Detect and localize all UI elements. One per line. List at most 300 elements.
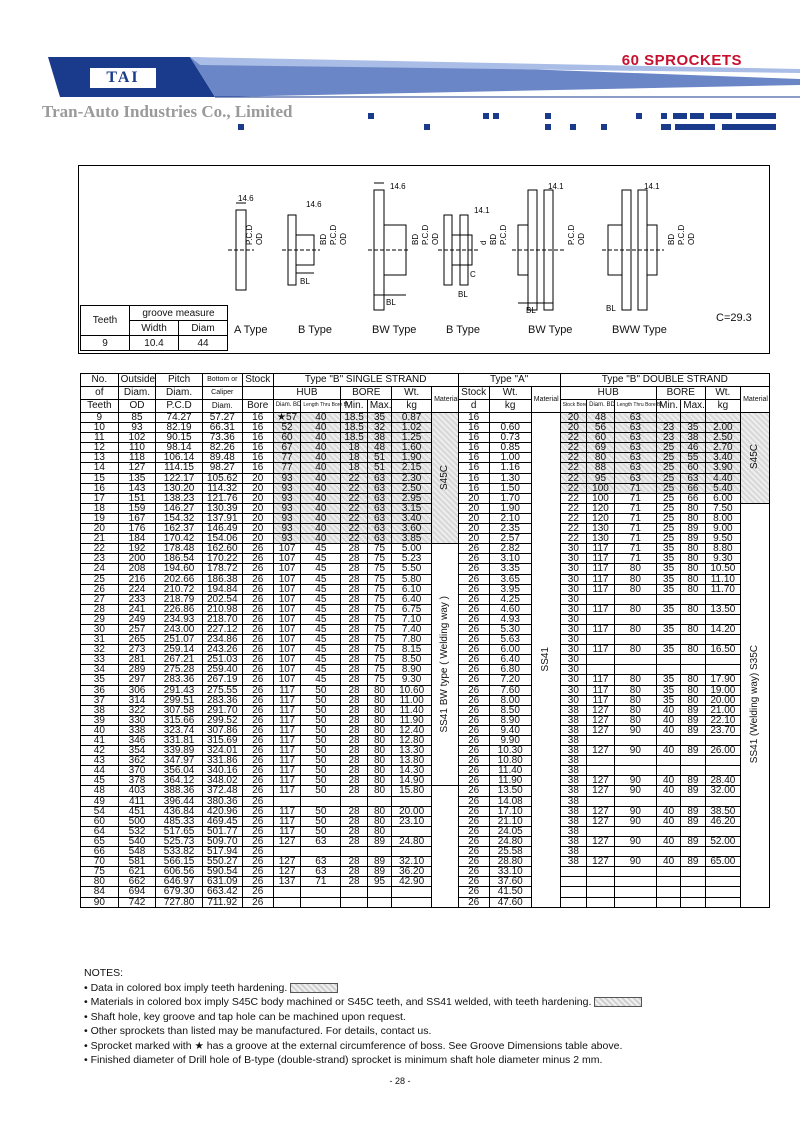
- table-cell: 75: [367, 655, 391, 665]
- table-cell: 2.30: [392, 473, 432, 483]
- table-cell: 17.90: [705, 675, 740, 685]
- table-cell: 26: [458, 897, 489, 907]
- table-cell: 283.36: [202, 695, 242, 705]
- table-cell: 45: [301, 624, 341, 634]
- table-cell: 40: [301, 453, 341, 463]
- table-cell: 32: [367, 423, 391, 433]
- table-row: [81, 423, 770, 433]
- table-cell: 21.00: [705, 705, 740, 715]
- table-cell: 107: [273, 665, 301, 675]
- material-ss41-bw: SS41 BW type ( Welding way ): [439, 595, 451, 733]
- table-cell: [705, 867, 740, 877]
- table-cell: 26: [458, 877, 489, 887]
- table-cell: 26: [242, 594, 273, 604]
- table-cell: 22: [560, 453, 587, 463]
- table-cell: 20: [242, 513, 273, 523]
- note-6: • Finished diameter of Drill hole of B-type (double-strand) sprocket is minimum shaft hole diameter minus 2 mm.: [84, 1054, 603, 1066]
- table-cell: 30: [560, 655, 587, 665]
- table-cell: 63: [301, 867, 341, 877]
- table-cell: 243.00: [156, 624, 203, 634]
- table-cell: 28: [341, 624, 368, 634]
- table-cell: 38: [560, 796, 587, 806]
- table-cell: 26: [81, 584, 119, 594]
- table-cell: 202.66: [156, 574, 203, 584]
- table-cell: [656, 413, 680, 423]
- table-cell: 25: [656, 524, 680, 534]
- table-cell: 28: [341, 836, 368, 846]
- table-cell: 38: [560, 857, 587, 867]
- table-cell: 378: [118, 776, 156, 786]
- table-cell: 26: [458, 614, 489, 624]
- table-cell: 28: [341, 816, 368, 826]
- table-cell: 12: [81, 443, 119, 453]
- dim-b3: 14.1: [644, 182, 660, 191]
- table-cell: 26: [242, 614, 273, 624]
- table-cell: 348.02: [202, 776, 242, 786]
- table-cell: 16: [458, 433, 489, 443]
- type-label-bw: BW Type: [372, 324, 417, 336]
- table-cell: 1.90: [392, 453, 432, 463]
- table-cell: 117: [587, 604, 615, 614]
- table-cell: 20.00: [392, 806, 432, 816]
- table-cell: 80: [587, 453, 615, 463]
- table-cell: 162.37: [156, 524, 203, 534]
- table-cell: 20: [81, 524, 119, 534]
- table-cell: 89: [681, 857, 705, 867]
- table-cell: 64: [81, 826, 119, 836]
- table-cell: 80: [367, 746, 391, 756]
- note-3: • Shaft hole, key groove and tap hole can be machined upon request.: [84, 1010, 406, 1023]
- col-material: Material: [432, 387, 459, 413]
- table-cell: 80: [614, 675, 656, 685]
- table-cell: 28: [81, 604, 119, 614]
- table-cell: 80: [681, 624, 705, 634]
- table-cell: 35: [656, 695, 680, 705]
- table-cell: 21.10: [489, 816, 531, 826]
- table-cell: 509.70: [202, 836, 242, 846]
- table-row: [81, 806, 770, 816]
- table-cell: 16: [458, 453, 489, 463]
- table-cell: 69: [587, 443, 615, 453]
- table-cell: 28: [341, 594, 368, 604]
- table-cell: 26: [242, 756, 273, 766]
- table-cell: [614, 766, 656, 776]
- table-cell: [656, 635, 680, 645]
- table-cell: 26: [242, 786, 273, 796]
- table-cell: 7.20: [489, 675, 531, 685]
- c-label: C: [470, 270, 476, 279]
- table-cell: 35: [681, 423, 705, 433]
- table-row: [81, 524, 770, 534]
- table-cell: 178.48: [156, 544, 203, 554]
- table-cell: 26: [458, 847, 489, 857]
- table-cell: 25.58: [489, 847, 531, 857]
- table-row: [81, 695, 770, 705]
- table-cell: 170.42: [156, 534, 203, 544]
- table-cell: 694: [118, 887, 156, 897]
- table-cell: 107: [273, 624, 301, 634]
- table-cell: 16.50: [705, 645, 740, 655]
- table-cell: 26: [458, 604, 489, 614]
- table-cell: 107: [273, 635, 301, 645]
- table-cell: 26: [458, 564, 489, 574]
- table-cell: 90: [614, 816, 656, 826]
- table-cell: 323.74: [156, 725, 203, 735]
- table-cell: 581: [118, 857, 156, 867]
- col-length: Length Thru Bore BL: [301, 400, 341, 413]
- col-material-a: Material: [531, 387, 560, 413]
- table-cell: 22: [560, 513, 587, 523]
- table-cell: 23.70: [705, 725, 740, 735]
- company-name: Tran-Auto Industries Co., Limited: [42, 102, 293, 121]
- table-cell: 46.20: [705, 816, 740, 826]
- table-cell: [614, 635, 656, 645]
- table-cell: 7.80: [392, 635, 432, 645]
- table-cell: 25: [656, 493, 680, 503]
- table-cell: 16: [242, 433, 273, 443]
- table-cell: 80: [614, 584, 656, 594]
- table-cell: 26: [458, 867, 489, 877]
- col-min: Min.: [341, 400, 368, 413]
- table-cell: [341, 887, 368, 897]
- table-cell: 364.12: [156, 776, 203, 786]
- table-cell: 89: [367, 857, 391, 867]
- table-cell: 80: [681, 645, 705, 655]
- table-cell: 566.15: [156, 857, 203, 867]
- table-cell: 16: [242, 463, 273, 473]
- table-cell: 25: [656, 513, 680, 523]
- table-cell: [587, 635, 615, 645]
- table-row: [81, 554, 770, 564]
- table-cell: 30: [560, 695, 587, 705]
- table-cell: 50: [301, 746, 341, 756]
- table-cell: 299.51: [156, 695, 203, 705]
- table-row: [81, 816, 770, 826]
- table-cell: 331.81: [156, 736, 203, 746]
- table-cell: 19.00: [705, 685, 740, 695]
- table-cell: 127: [273, 857, 301, 867]
- table-cell: 22.10: [705, 715, 740, 725]
- table-cell: 137: [273, 877, 301, 887]
- table-cell: 35: [81, 675, 119, 685]
- table-cell: [301, 847, 341, 857]
- table-cell: 26: [458, 736, 489, 746]
- bl-label-4: BL: [526, 306, 536, 315]
- table-cell: 550.27: [202, 857, 242, 867]
- table-cell: 66: [681, 483, 705, 493]
- table-cell: 39: [81, 715, 119, 725]
- table-cell: 257: [118, 624, 156, 634]
- table-cell: 75: [367, 645, 391, 655]
- table-cell: 45: [301, 665, 341, 675]
- table-cell: 71: [614, 544, 656, 554]
- table-cell: 127: [587, 786, 615, 796]
- table-cell: 117: [587, 675, 615, 685]
- table-row: [81, 887, 770, 897]
- table-cell: 80: [367, 695, 391, 705]
- table-cell: 30: [560, 564, 587, 574]
- table-cell: 18: [341, 463, 368, 473]
- table-cell: [367, 847, 391, 857]
- table-cell: 16: [458, 443, 489, 453]
- table-cell: [681, 736, 705, 746]
- table-cell: 662: [118, 877, 156, 887]
- table-cell: 14.30: [392, 766, 432, 776]
- table-cell: 93: [273, 534, 301, 544]
- table-cell: 331.86: [202, 756, 242, 766]
- table-cell: 28: [341, 685, 368, 695]
- table-cell: 30: [560, 614, 587, 624]
- table-cell: [656, 655, 680, 665]
- table-cell: 14: [81, 463, 119, 473]
- table-cell: 8.90: [489, 715, 531, 725]
- table-cell: 267.19: [202, 675, 242, 685]
- table-cell: [531, 413, 560, 908]
- table-cell: 372.48: [202, 786, 242, 796]
- table-cell: [656, 796, 680, 806]
- table-cell: 22: [560, 493, 587, 503]
- table-cell: 36.20: [392, 867, 432, 877]
- table-cell: 7.10: [392, 614, 432, 624]
- table-cell: 8.15: [392, 645, 432, 655]
- pcd-label-5: P.C.D: [567, 224, 576, 245]
- table-cell: 346: [118, 736, 156, 746]
- col-diam-bd-d: Diam. BD: [587, 400, 615, 413]
- table-cell: 306: [118, 685, 156, 695]
- table-cell: 75: [367, 554, 391, 564]
- table-cell: 307.58: [156, 705, 203, 715]
- table-cell: 63: [614, 443, 656, 453]
- table-cell: 50: [301, 725, 341, 735]
- table-cell: 6.75: [392, 604, 432, 614]
- table-row: [81, 624, 770, 634]
- table-cell: 80: [614, 604, 656, 614]
- table-cell: 80: [367, 715, 391, 725]
- table-cell: 63: [614, 453, 656, 463]
- table-row: [81, 655, 770, 665]
- table-cell: 21: [81, 534, 119, 544]
- table-cell: [341, 897, 368, 907]
- table-cell: 35: [367, 413, 391, 423]
- col-min-d: Min.: [656, 400, 680, 413]
- table-cell: 297: [118, 675, 156, 685]
- table-cell: 24.05: [489, 826, 531, 836]
- table-cell: 28: [341, 715, 368, 725]
- table-cell: 13.50: [489, 786, 531, 796]
- table-cell: 26: [458, 574, 489, 584]
- table-row: [81, 705, 770, 715]
- pcd-label-2: P.C.D: [329, 224, 338, 245]
- table-cell: 1.25: [392, 433, 432, 443]
- table-cell: 63: [367, 513, 391, 523]
- table-cell: 234.86: [202, 635, 242, 645]
- table-cell: 138.23: [156, 493, 203, 503]
- table-cell: [681, 766, 705, 776]
- table-cell: 26: [458, 705, 489, 715]
- pcd-label-4: P.C.D: [499, 224, 508, 245]
- table-cell: [705, 413, 740, 423]
- table-cell: 127: [587, 715, 615, 725]
- table-cell: 63: [301, 857, 341, 867]
- table-cell: 45: [81, 776, 119, 786]
- table-cell: 107: [273, 614, 301, 624]
- table-cell: 127: [587, 705, 615, 715]
- table-cell: 106.14: [156, 453, 203, 463]
- table-cell: 1.16: [489, 463, 531, 473]
- dim-a2: 14.6: [306, 200, 322, 209]
- table-cell: 167: [118, 513, 156, 523]
- table-cell: 11.40: [392, 705, 432, 715]
- table-cell: 28: [341, 725, 368, 735]
- table-cell: 71: [614, 493, 656, 503]
- table-cell: 22: [560, 534, 587, 544]
- col-od: OD: [118, 400, 156, 413]
- table-cell: [656, 897, 680, 907]
- notes-title: NOTES:: [84, 967, 124, 979]
- table-cell: 6.00: [705, 493, 740, 503]
- table-cell: [614, 887, 656, 897]
- table-cell: 80: [681, 574, 705, 584]
- table-cell: 80: [367, 776, 391, 786]
- table-cell: [614, 614, 656, 624]
- table-cell: 22: [341, 483, 368, 493]
- table-cell: 34: [81, 665, 119, 675]
- table-cell: 411: [118, 796, 156, 806]
- table-cell: 117: [273, 786, 301, 796]
- table-cell: 20: [560, 423, 587, 433]
- table-row: [81, 736, 770, 746]
- table-cell: 117: [273, 816, 301, 826]
- table-row: [81, 473, 770, 483]
- table-row: [81, 503, 770, 513]
- table-cell: 80: [614, 624, 656, 634]
- table-cell: 267.21: [156, 655, 203, 665]
- table-cell: 16: [242, 443, 273, 453]
- material-s45c-double: S45C: [749, 444, 761, 470]
- note-1: • Data in colored box imply teeth hardening.: [84, 981, 288, 994]
- table-cell: 4.40: [705, 473, 740, 483]
- table-cell: [489, 413, 531, 423]
- table-cell: 52.00: [705, 836, 740, 846]
- table-cell: 2.15: [392, 463, 432, 473]
- table-cell: 90: [614, 776, 656, 786]
- d-label: d: [479, 240, 488, 245]
- table-cell: 5.40: [705, 483, 740, 493]
- table-cell: [681, 594, 705, 604]
- table-cell: 3.40: [705, 453, 740, 463]
- table-cell: 60: [273, 433, 301, 443]
- table-cell: 517.65: [156, 826, 203, 836]
- table-cell: 251.07: [156, 635, 203, 645]
- table-cell: 26: [242, 746, 273, 756]
- col-teeth: Teeth: [81, 400, 119, 413]
- table-cell: 107: [273, 554, 301, 564]
- table-cell: 117: [587, 574, 615, 584]
- table-cell: 41.50: [489, 887, 531, 897]
- type-label-bw2: BW Type: [528, 324, 573, 336]
- table-cell: 107: [273, 675, 301, 685]
- table-cell: 16: [458, 413, 489, 423]
- table-cell: 631.09: [202, 877, 242, 887]
- table-cell: 281: [118, 655, 156, 665]
- groove-diam-header: Diam: [179, 321, 228, 336]
- table-cell: 26: [242, 736, 273, 746]
- table-row: [81, 857, 770, 867]
- table-cell: 63: [367, 534, 391, 544]
- table-cell: 19: [81, 513, 119, 523]
- table-cell: 45: [301, 544, 341, 554]
- table-cell: 26: [242, 564, 273, 574]
- table-cell: 57.27: [202, 413, 242, 423]
- col-no: No.: [81, 374, 119, 387]
- table-cell: 28: [341, 635, 368, 645]
- table-cell: 208: [118, 564, 156, 574]
- table-cell: 1.60: [392, 443, 432, 453]
- table-cell: 347.97: [156, 756, 203, 766]
- table-row: [81, 594, 770, 604]
- table-row: [81, 746, 770, 756]
- table-cell: 107: [273, 594, 301, 604]
- table-cell: 90.15: [156, 433, 203, 443]
- table-cell: 289: [118, 665, 156, 675]
- table-cell: [681, 796, 705, 806]
- table-cell: 338: [118, 725, 156, 735]
- table-cell: 50: [301, 786, 341, 796]
- table-cell: 20: [242, 503, 273, 513]
- table-cell: [392, 796, 432, 806]
- table-cell: 26: [242, 847, 273, 857]
- table-cell: 370: [118, 766, 156, 776]
- table-cell: 154.32: [156, 513, 203, 523]
- table-cell: 45: [301, 604, 341, 614]
- table-cell: 251.03: [202, 655, 242, 665]
- bd-label-4: BD: [667, 233, 676, 245]
- table-cell: 275.28: [156, 665, 203, 675]
- table-cell: 127: [587, 806, 615, 816]
- table-cell: 26: [458, 806, 489, 816]
- table-cell: 40: [656, 857, 680, 867]
- table-cell: 28: [341, 604, 368, 614]
- table-cell: [705, 614, 740, 624]
- table-cell: [614, 655, 656, 665]
- table-cell: 117: [587, 645, 615, 655]
- table-cell: 63: [614, 473, 656, 483]
- table-cell: 127: [587, 776, 615, 786]
- table-cell: 339.89: [156, 746, 203, 756]
- table-cell: 202.54: [202, 594, 242, 604]
- bd-label-3: BD: [489, 233, 498, 245]
- table-cell: 30: [560, 584, 587, 594]
- table-cell: 26: [458, 645, 489, 655]
- table-cell: 117: [587, 544, 615, 554]
- table-cell: 22: [341, 513, 368, 523]
- table-cell: 35: [656, 584, 680, 594]
- table-cell: 20: [458, 513, 489, 523]
- table-cell: 127: [587, 816, 615, 826]
- table-cell: 7.40: [392, 624, 432, 634]
- table-cell: 80: [614, 705, 656, 715]
- table-cell: 89: [367, 867, 391, 877]
- table-cell: 184: [118, 534, 156, 544]
- table-cell: 45: [301, 655, 341, 665]
- table-cell: 194.84: [202, 584, 242, 594]
- table-cell: 35: [656, 604, 680, 614]
- table-cell: 11.70: [705, 584, 740, 594]
- table-cell: 50: [301, 715, 341, 725]
- notes-section: [84, 966, 642, 1068]
- groove-teeth: 9: [81, 336, 130, 351]
- table-cell: 30: [560, 675, 587, 685]
